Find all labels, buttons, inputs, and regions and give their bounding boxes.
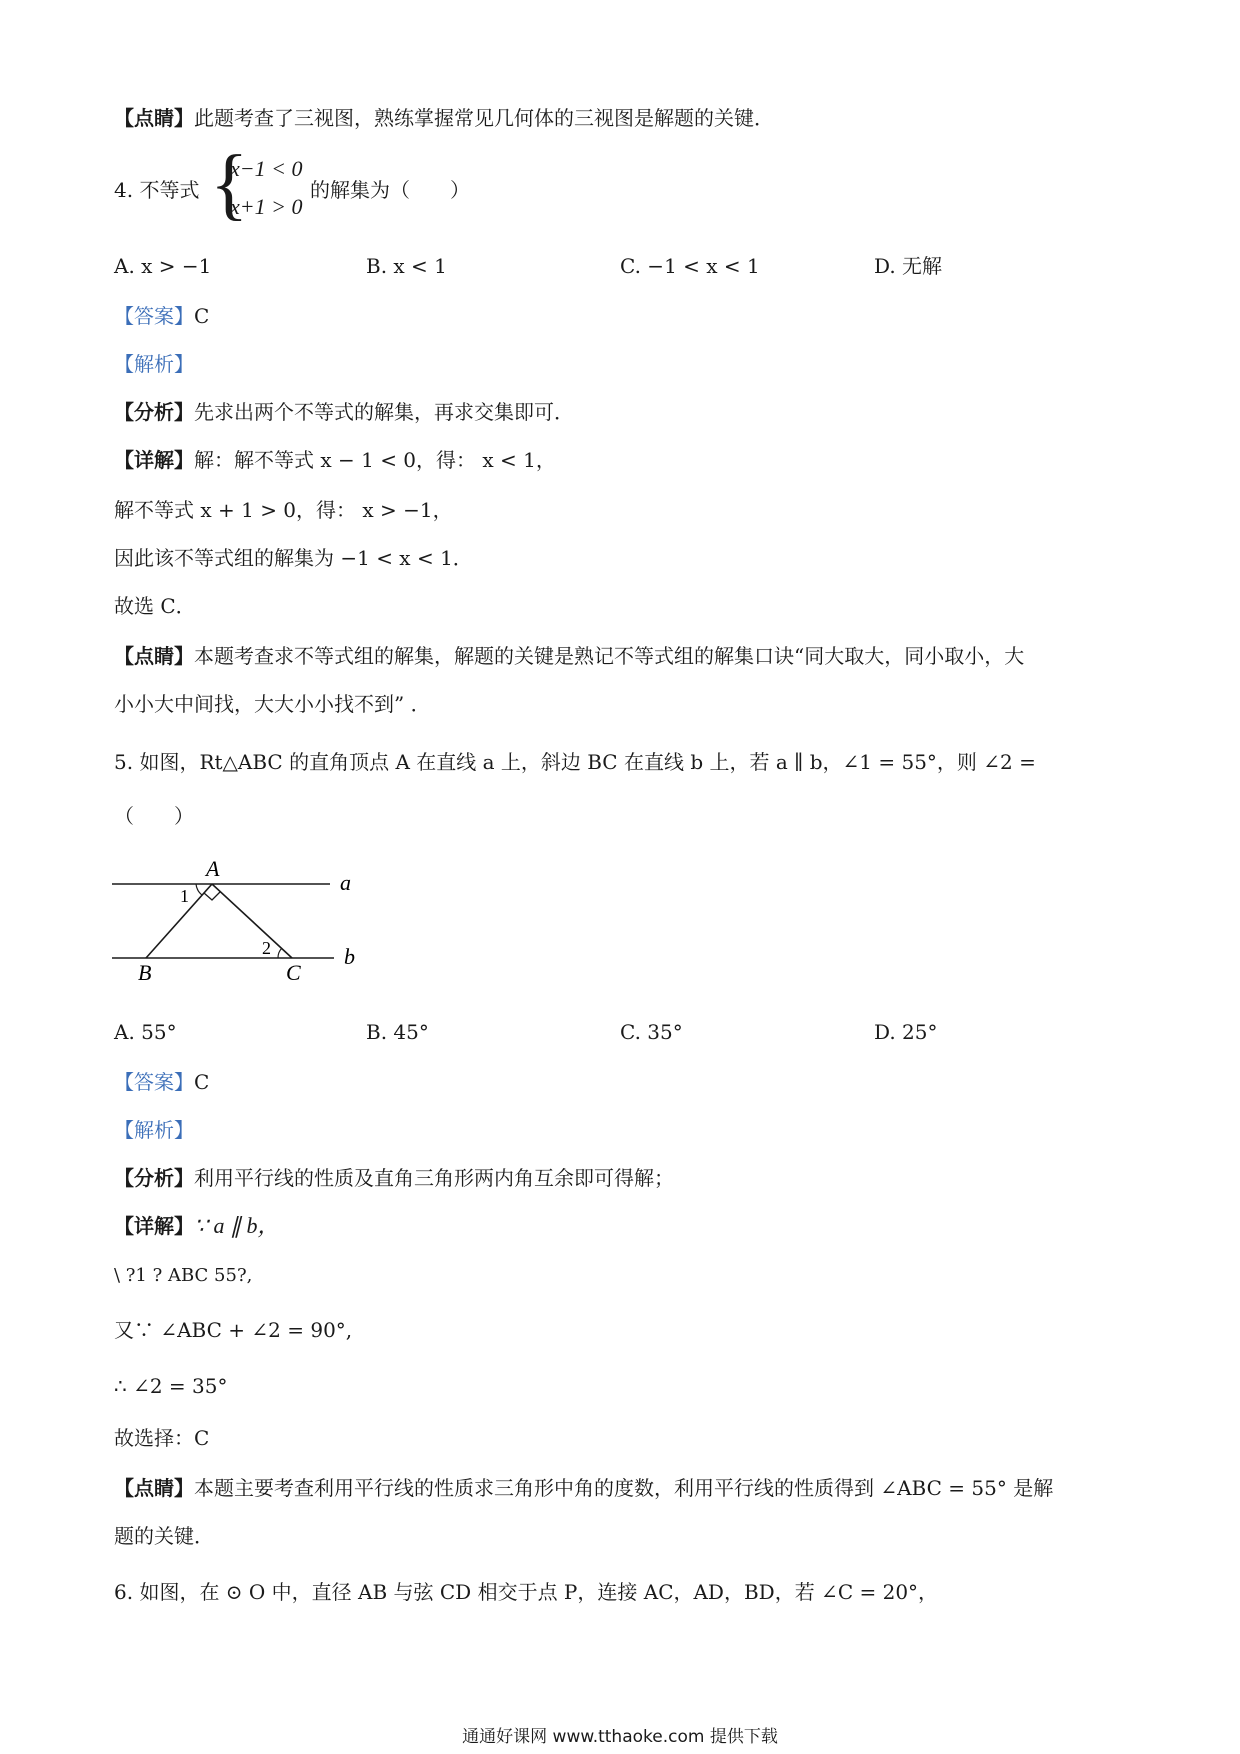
xiangjie-tag: 【详解】: [114, 1214, 194, 1238]
fenxi-text: 利用平行线的性质及直角三角形两内角互余即可得解；: [194, 1166, 674, 1190]
label-C: C: [286, 960, 301, 985]
q5-stem: 5. 如图，Rt△ABC 的直角顶点 A 在直线 a 上，斜边 BC 在直线 b 上，若 a ∥ b，∠1 = 55°，则 ∠2 =: [114, 750, 1036, 774]
answer-tag: 【答案】: [114, 1070, 194, 1094]
answer-tag: 【答案】: [114, 304, 194, 328]
fenxi-tag: 【分析】: [114, 400, 194, 424]
q4-xiangjie: [114, 446, 556, 474]
label-a: a: [340, 870, 351, 895]
label-angle-1: 1: [180, 886, 189, 906]
q4-jiexi: 【解析】: [114, 352, 194, 376]
answer-value: C: [194, 304, 210, 328]
q4-line4: 故选 C．: [114, 594, 196, 618]
xiangjie-tag: 【详解】: [114, 448, 194, 472]
dianjing-text: 本题主要考查利用平行线的性质求三角形中角的度数，利用平行线的性质得到 ∠ABC = 55° 是解: [194, 1476, 1054, 1500]
q4-eq2: x+1 > 0: [230, 194, 303, 219]
q5-dianjing-cont: 题的关键．: [114, 1524, 214, 1548]
dianjing-tag: 【点睛】: [114, 106, 194, 130]
q5-dianjing: [114, 1474, 1053, 1502]
answer-value: C: [194, 1070, 210, 1094]
q5-option-c: C. 35°: [620, 1020, 683, 1044]
q4-fenxi: [114, 398, 574, 426]
q4-option-d: D. 无解: [874, 254, 943, 278]
q5-line2: \ ?1 ? ABC 55?,: [114, 1265, 253, 1286]
brace-symbol: {: [210, 140, 249, 228]
q6-stem: 6. 如图，在 ⊙ O 中，直径 AB 与弦 CD 相交于点 P，连接 AC，AD，BD，若 ∠C = 20°，: [114, 1580, 939, 1604]
q5-answer: [114, 1068, 209, 1096]
q5-xiangjie: [114, 1212, 280, 1240]
q4-line3: 因此该不等式组的解集为 −1 < x < 1．: [114, 546, 473, 570]
q4-line2: 解不等式 x + 1 > 0，得： x > −1，: [114, 498, 453, 522]
q4-stem-text: 4. 不等式: [114, 178, 200, 202]
triangle-parallel-lines-figure: [108, 856, 368, 986]
prev-dianjing-line: [114, 104, 774, 132]
q5-paren: （ ）: [114, 804, 194, 828]
q4-dianjing-cont: 小小大中间找，大大小小找不到” ．: [114, 692, 431, 716]
q4-dianjing: [114, 642, 1024, 670]
q5-line4: ∴ ∠2 = 35°: [114, 1374, 228, 1398]
q4-option-c: C. −1 < x < 1: [620, 254, 760, 278]
footer-watermark: 通通好课网 www.tthaoke.com 提供下载: [462, 1727, 778, 1747]
q4-stem: [114, 176, 199, 204]
label-A: A: [206, 856, 220, 881]
dianjing-text: 本题考查求不等式组的解集，解题的关键是熟记不等式组的解集口诀“同大取大，同小取小，大: [194, 644, 1025, 668]
angle-1-arc: [196, 884, 202, 895]
fenxi-tag: 【分析】: [114, 1166, 194, 1190]
q5-option-b: B. 45°: [366, 1020, 429, 1044]
q5-line5: 故选择：C: [114, 1426, 210, 1450]
dianjing-tag: 【点睛】: [114, 1476, 194, 1500]
q4-answer: [114, 302, 209, 330]
dianjing-text: 此题考查了三视图，熟练掌握常见几何体的三视图是解题的关键．: [194, 106, 774, 130]
q5-jiexi: 【解析】: [114, 1118, 194, 1142]
q5-fenxi: [114, 1164, 674, 1192]
q4-inequality-system: [210, 140, 310, 230]
q5-option-a: A. 55°: [114, 1020, 177, 1044]
q4-option-a: A. x > −1: [114, 254, 212, 278]
angle-2-arc: [278, 948, 282, 958]
q4-suffix: 的解集为（ ）: [310, 178, 470, 202]
label-b: b: [344, 944, 355, 969]
xiangjie-text: ∵ a ∥ b，: [194, 1213, 280, 1238]
q5-line3: 又∵ ∠ABC + ∠2 = 90°,: [114, 1318, 353, 1342]
label-angle-2: 2: [262, 938, 271, 958]
dianjing-tag: 【点睛】: [114, 644, 194, 668]
side-ac: [212, 884, 292, 958]
fenxi-text: 先求出两个不等式的解集，再求交集即可．: [194, 400, 574, 424]
right-angle-mark: [204, 892, 220, 900]
q4-option-b: B. x < 1: [366, 254, 447, 278]
side-ab: [146, 884, 212, 958]
label-B: B: [138, 960, 152, 985]
q5-option-d: D. 25°: [874, 1020, 938, 1044]
q4-eq1: x−1 < 0: [230, 156, 303, 181]
xiangjie-text: 解：解不等式 x − 1 < 0，得： x < 1，: [194, 448, 556, 472]
